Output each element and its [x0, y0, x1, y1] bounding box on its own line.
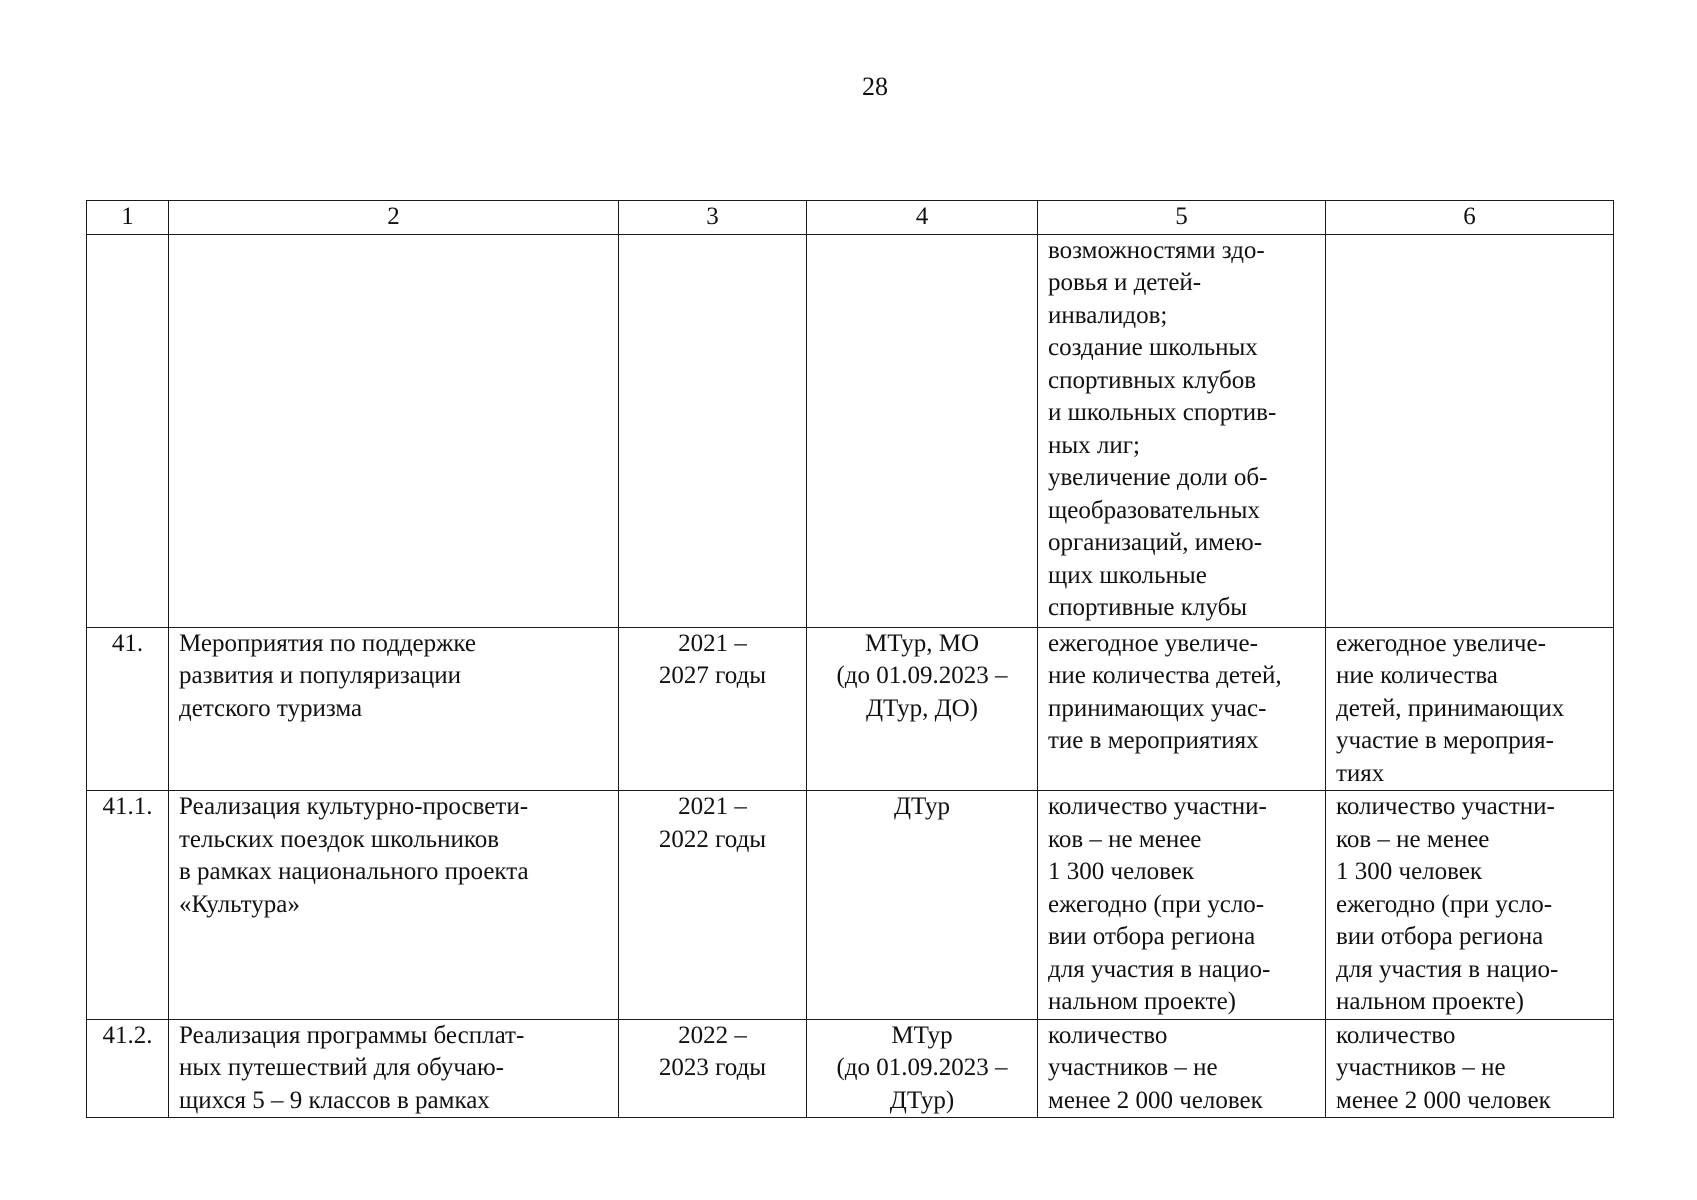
measure-name-cell: [169, 791, 619, 1020]
cell-line: инвалидов;: [1048, 301, 1168, 329]
cell-line: вии отбора региона: [1048, 923, 1256, 950]
cell-line: 1 300 человек: [1048, 858, 1195, 885]
header-cell: 6: [1326, 201, 1614, 235]
cell-line: 2021 –: [678, 629, 747, 657]
indicator-cell: [1326, 234, 1614, 627]
cell-line: Реализация программы бесплат-: [179, 1021, 525, 1049]
cell-line: ние количества: [1336, 662, 1498, 689]
cell-line: спортивных клубов: [1048, 366, 1256, 394]
header-cell: 3: [619, 201, 807, 235]
executor-cell: [807, 1019, 1038, 1118]
table-row: [87, 627, 1614, 791]
indicator-cell: [1326, 627, 1614, 791]
cell-line: щих школьные: [1048, 561, 1207, 589]
cell-line: менее 2 000 человек: [1048, 1086, 1263, 1114]
cell-line: 2022 –: [678, 1021, 747, 1049]
cell-line: (до 01.09.2023 –: [836, 1054, 1008, 1081]
cell-line: Мероприятия по поддержке: [179, 629, 477, 657]
cell-line: создание школьных: [1048, 334, 1258, 361]
result-cell: [1038, 1019, 1326, 1118]
cell-line: и школьных спортив-: [1048, 399, 1277, 426]
cell-line: 2021 –: [678, 793, 747, 820]
cell-line: ДТур): [889, 1086, 955, 1114]
header-cell: 1: [87, 201, 169, 235]
cell-line: 1 300 человек: [1336, 858, 1483, 885]
cell-line: детей, принимающих: [1336, 694, 1565, 722]
executor-cell: [807, 627, 1038, 791]
cell-line: количество: [1336, 1021, 1456, 1049]
cell-line: участие в мероприя-: [1336, 727, 1554, 754]
measure-name-cell: [169, 1019, 619, 1118]
cell-line: спортивные клубы: [1048, 594, 1248, 621]
cell-line: организаций, имею-: [1048, 529, 1263, 556]
cell-line: 2022 годы: [658, 825, 767, 853]
cell-line: ежегодно (при усло-: [1048, 890, 1265, 918]
cell-line: менее 2 000 человек: [1336, 1086, 1551, 1114]
cell-line: принимающих учас-: [1048, 694, 1267, 722]
executor-cell: [807, 791, 1038, 1020]
cell-line: количество: [1048, 1021, 1168, 1049]
result-cell: [1038, 791, 1326, 1020]
measures-table: [86, 200, 1614, 1118]
header-cell: 2: [169, 201, 619, 235]
cell-line: тиях: [1336, 759, 1385, 787]
cell-line: для участия в нацио-: [1048, 955, 1271, 983]
table-row: [87, 791, 1614, 1020]
cell-line: нальном проекте): [1048, 988, 1236, 1015]
period-cell: [619, 627, 807, 791]
cell-line: (до 01.09.2023 –: [836, 662, 1008, 689]
cell-line: ных путешествий для обучаю-: [179, 1054, 505, 1081]
row-number-cell: 41.1.: [87, 791, 169, 1020]
cell-line: увеличение доли об-: [1048, 464, 1268, 491]
cell-line: детского туризма: [179, 694, 363, 722]
cell-line: тельских поездок школьников: [179, 825, 500, 853]
page-number: 28: [862, 72, 888, 101]
cell-line: развития и популяризации: [179, 662, 461, 689]
cell-line: ежегодно (при усло-: [1336, 890, 1553, 918]
cell-line: нальном проекте): [1336, 988, 1524, 1015]
indicator-cell: [1326, 791, 1614, 1020]
row-number-cell: [87, 234, 169, 627]
indicator-cell: [1326, 1019, 1614, 1118]
cell-line: ежегодное увеличе-: [1048, 629, 1258, 657]
cell-line: МТур, МО: [864, 629, 980, 657]
cell-line: «Культура»: [179, 890, 300, 918]
measure-name-cell: [169, 234, 619, 627]
cell-line: Реализация культурно-просвети-: [179, 793, 529, 820]
cell-line: участников – не: [1048, 1054, 1218, 1081]
period-cell: [619, 791, 807, 1020]
executor-cell: [807, 234, 1038, 627]
cell-line: ков – не менее: [1048, 825, 1202, 853]
cell-line: участников – не: [1336, 1054, 1506, 1081]
cell-line: щихся 5 – 9 классов в рамках: [179, 1086, 490, 1114]
header-row: [87, 201, 1614, 235]
cell-line: количество участни-: [1048, 793, 1267, 820]
measure-name-cell: [169, 627, 619, 791]
cell-line: ных лиг;: [1048, 431, 1140, 459]
cell-line: возможностями здо-: [1048, 236, 1265, 264]
cell-line: тие в мероприятиях: [1048, 727, 1259, 754]
result-cell: [1038, 234, 1326, 627]
period-cell: [619, 1019, 807, 1118]
cell-line: ДТур: [893, 793, 951, 820]
cell-line: ние количества детей,: [1048, 662, 1282, 689]
period-cell: [619, 234, 807, 627]
cell-line: в рамках национального проекта: [179, 858, 529, 885]
cell-line: ежегодное увеличе-: [1336, 629, 1546, 657]
table-row: [87, 234, 1614, 627]
header-cell: 4: [807, 201, 1038, 235]
result-cell: [1038, 627, 1326, 791]
cell-line: ков – не менее: [1336, 825, 1490, 853]
cell-line: 2027 годы: [658, 662, 767, 689]
cell-line: ДТур, ДО): [865, 694, 978, 722]
row-number-cell: 41.: [87, 627, 169, 791]
header-cell: 5: [1038, 201, 1326, 235]
cell-line: для участия в нацио-: [1336, 955, 1559, 983]
cell-line: МТур: [891, 1021, 953, 1049]
table-row: [87, 1019, 1614, 1118]
cell-line: количество участни-: [1336, 793, 1555, 820]
cell-line: щеобразовательных: [1048, 496, 1260, 524]
cell-line: ровья и детей-: [1048, 269, 1202, 296]
cell-line: вии отбора региона: [1336, 923, 1544, 950]
row-number-cell: 41.2.: [87, 1019, 169, 1118]
cell-line: 2023 годы: [658, 1054, 767, 1081]
